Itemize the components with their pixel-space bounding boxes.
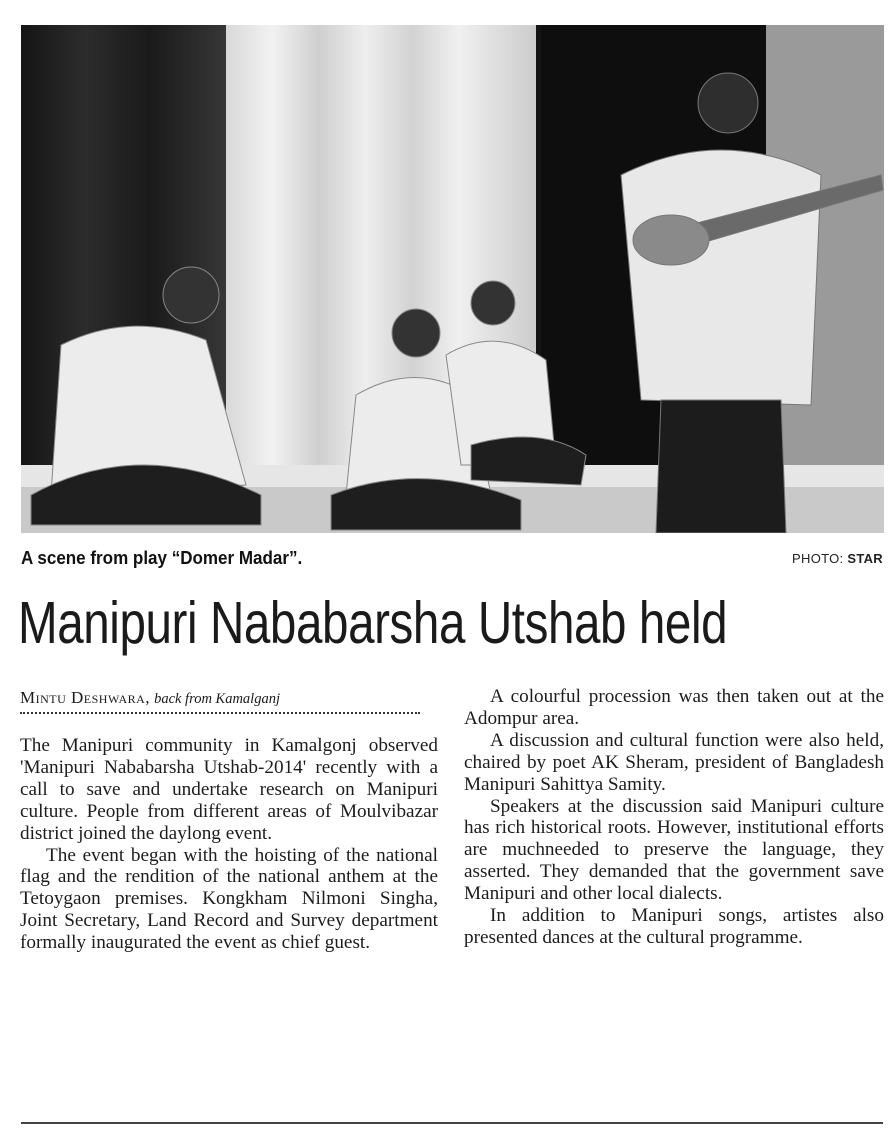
paragraph: The event began with the hoisting of the national flag and the rendition of the national anthem at the Tetoygaon premises. Kongkham Nilmoni Singha, Joint Secretary, Land Record and Survey department formally inaugurated the event as chief guest.: [20, 844, 438, 954]
photo-caption: A scene from play “Domer Madar”.: [21, 547, 303, 568]
credit-source: STAR: [847, 551, 883, 566]
byline-place: back from Kamalganj: [154, 691, 280, 707]
paragraph: The Manipuri community in Kamalgonj observed 'Manipuri Nababarsha Utshab-2014' recently with a call to save and undertake research on Manipuri culture. People from different areas of Moulvibazar district joined the daylong event.: [20, 735, 438, 844]
byline: [20, 688, 440, 708]
credit-label: PHOTO:: [792, 551, 844, 566]
photo-credit: [792, 551, 883, 566]
stage-photo: [21, 25, 884, 533]
paragraph: A colourful procession was then taken out at the Adompur area.: [464, 686, 884, 729]
paragraph: In addition to Manipuri songs, artistes also presented dances at the cultural programme.: [464, 905, 884, 948]
paragraph: Speakers at the discussion said Manipuri culture has rich historical roots. However, institutional efforts are muchneeded to preserve the language, they asserted. They demanded that the government save Manipuri and other local dialects.: [464, 795, 884, 905]
byline-divider: [20, 712, 420, 714]
article-column-2: [464, 686, 884, 949]
byline-author: Mintu Deshwara,: [20, 688, 151, 707]
article-column-1: [20, 735, 438, 954]
paragraph: A discussion and cultural function were also held, chaired by poet AK Sheram, president of Bangladesh Manipuri Sahittya Samity.: [464, 729, 884, 795]
bottom-rule: [21, 1122, 883, 1124]
article-headline: Manipuri Nababarsha Utshab held: [18, 590, 728, 656]
